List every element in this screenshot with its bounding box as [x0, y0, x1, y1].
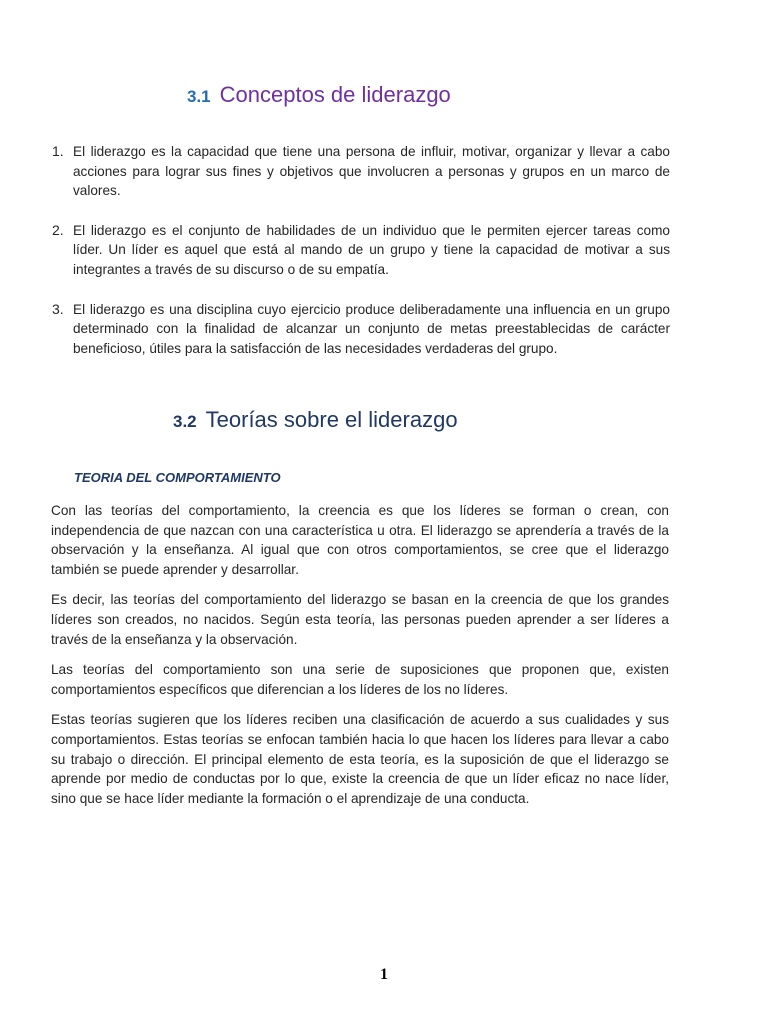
- list-item-number: 2.: [52, 221, 64, 238]
- subheading-teoria-comportamiento: TEORIA DEL COMPORTAMIENTO: [74, 470, 281, 485]
- paragraph: Las teorías del comportamiento son una serie de suposiciones que proponen que, existen comportamientos específicos que diferencian a los líderes de los no líderes.: [51, 662, 669, 697]
- page-number: 1: [380, 966, 388, 983]
- list-item: [50, 221, 670, 280]
- section-title: Conceptos de liderazgo: [219, 82, 451, 107]
- paragraph: Estas teorías sugieren que los líderes reciben una clasificación de acuerdo a sus cualidades y sus comportamientos. Estas teorías se enfocan también hacia lo que hacen los líderes para llevar a cabo su trabajo o dirección. El principal elemento de esta teoría, es la suposición de que el liderazgo se aprende por medio de conductas por lo que, existe la creencia de que un líder eficaz no nace líder, sino que se hace líder mediante la formación o el aprendizaje de una conducta.: [51, 712, 669, 806]
- list-item-text: El liderazgo es una disciplina cuyo ejercicio produce deliberadamente una influencia en un grupo determinado con la finalidad de alcanzar un conjunto de metas preestablecidas de carácter beneficioso, útiles para la satisfacción de las necesidades verdaderas del grupo.: [73, 301, 670, 356]
- list-item-text: El liderazgo es la capacidad que tiene una persona de influir, motivar, organizar y llevar a cabo acciones para lograr sus fines y objetivos que involucren a personas y grupos en un marco de valores.: [73, 144, 670, 199]
- concepts-list: [50, 142, 670, 378]
- section-number: 3.2: [173, 412, 197, 431]
- section-title: Teorías sobre el liderazgo: [205, 407, 458, 432]
- section-heading-conceptos: [187, 82, 451, 108]
- section-heading-teorias: [173, 407, 458, 433]
- list-item: [50, 300, 670, 359]
- paragraph: Con las teorías del comportamiento, la creencia es que los líderes se forman o crean, con independencia de que nazcan con una característica u otra. El liderazgo se aprendería a través de la observación y la enseñanza. Al igual que con otros comportamientos, se cree que el liderazgo también se puede aprender y desarrollar.: [51, 503, 669, 577]
- list-item-number: 1.: [52, 143, 64, 159]
- list-item-text: El liderazgo es el conjunto de habilidades de un individuo que le permiten ejercer tareas como líder. Un líder es aquel que está al mando de un grupo y tiene la capacidad de motivar a sus integrantes a través de su discurso o de su empatía.: [73, 222, 670, 277]
- list-item-number: 3.: [52, 300, 64, 317]
- section-number: 3.1: [187, 87, 211, 106]
- body-text: [51, 501, 669, 819]
- paragraph: Es decir, las teorías del comportamiento del liderazgo se basan en la creencia de que los grandes líderes son creados, no nacidos. Según esta teoría, las personas pueden aprender a ser líderes a través de la enseñanza y la observación.: [51, 592, 669, 647]
- list-item: [50, 142, 670, 201]
